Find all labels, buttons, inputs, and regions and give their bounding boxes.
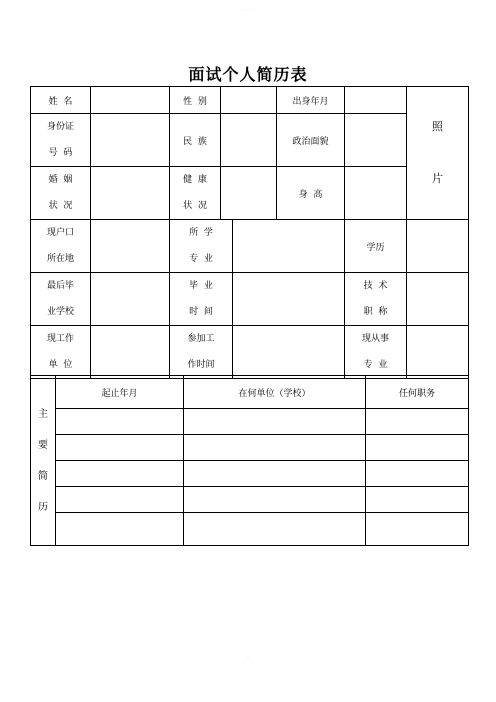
tech-title-label: 技 术 职 称: [345, 273, 407, 326]
current-major-field[interactable]: [407, 326, 469, 379]
degree-field[interactable]: [407, 220, 469, 273]
height-field[interactable]: [345, 167, 407, 220]
height-label: 身 高: [277, 167, 345, 220]
degree-label: 学历: [345, 220, 407, 273]
idcard-label: 身份证 号 码: [31, 114, 91, 167]
resume-position-cell[interactable]: [366, 513, 469, 546]
col-header-employer: 在何单位（学校）: [184, 376, 366, 409]
page-title: 面试个人简历表: [188, 65, 308, 84]
hukou-field[interactable]: [91, 220, 170, 273]
ethnic-label: 民 族: [170, 114, 221, 167]
birth-label: 出身年月: [277, 87, 345, 114]
politics-label: 政治面貌: [277, 114, 345, 167]
footer-watermark: · · · ·: [243, 656, 253, 661]
health-label: 健 康 状 况: [170, 167, 221, 220]
ethnic-field[interactable]: [221, 114, 277, 167]
current-major-label: 现从事 专 业: [345, 326, 407, 379]
worktime-field[interactable]: [233, 326, 345, 379]
school-label: 最后毕 业学校: [31, 273, 91, 326]
resume-employer-cell[interactable]: [184, 435, 366, 461]
name-label: 姓 名: [31, 87, 91, 114]
major-field[interactable]: [233, 220, 345, 273]
hukou-label: 现户口 所在地: [31, 220, 91, 273]
school-field[interactable]: [91, 273, 170, 326]
resume-period-cell[interactable]: [56, 487, 184, 513]
worktime-label: 参加工 作时间: [170, 326, 233, 379]
resume-position-cell[interactable]: [366, 409, 469, 435]
resume-period-cell[interactable]: [56, 513, 184, 546]
birth-field[interactable]: [345, 87, 407, 114]
header-watermark: · · · · ·: [242, 7, 254, 12]
resume-period-cell[interactable]: [56, 461, 184, 487]
name-field[interactable]: [91, 87, 170, 114]
health-field[interactable]: [221, 167, 277, 220]
resume-employer-cell[interactable]: [184, 461, 366, 487]
resume-position-cell[interactable]: [366, 487, 469, 513]
gender-field[interactable]: [221, 87, 277, 114]
politics-field[interactable]: [345, 114, 407, 167]
resume-employer-cell[interactable]: [184, 409, 366, 435]
gradtime-label: 毕 业 时 间: [170, 273, 233, 326]
resume-employer-cell[interactable]: [184, 513, 366, 546]
gender-label: 性 别: [170, 87, 221, 114]
gradtime-field[interactable]: [233, 273, 345, 326]
resume-period-cell[interactable]: [56, 435, 184, 461]
personal-info-table: [30, 86, 469, 379]
resume-employer-cell[interactable]: [184, 487, 366, 513]
resume-side-label: 主 要 简 历: [31, 376, 56, 546]
major-label: 所 学 专 业: [170, 220, 233, 273]
resume-table: [30, 375, 469, 546]
idcard-field[interactable]: [91, 114, 170, 167]
employer-field[interactable]: [91, 326, 170, 379]
employer-label: 现工作 单 位: [31, 326, 91, 379]
marriage-label: 婚 姻 状 况: [31, 167, 91, 220]
resume-position-cell[interactable]: [366, 461, 469, 487]
col-header-position: 任何职务: [366, 376, 469, 409]
col-header-period: 起止年月: [56, 376, 184, 409]
resume-position-cell[interactable]: [366, 435, 469, 461]
tech-title-field[interactable]: [407, 273, 469, 326]
photo-box[interactable]: 照 片: [407, 87, 469, 220]
marriage-field[interactable]: [91, 167, 170, 220]
resume-period-cell[interactable]: [56, 409, 184, 435]
